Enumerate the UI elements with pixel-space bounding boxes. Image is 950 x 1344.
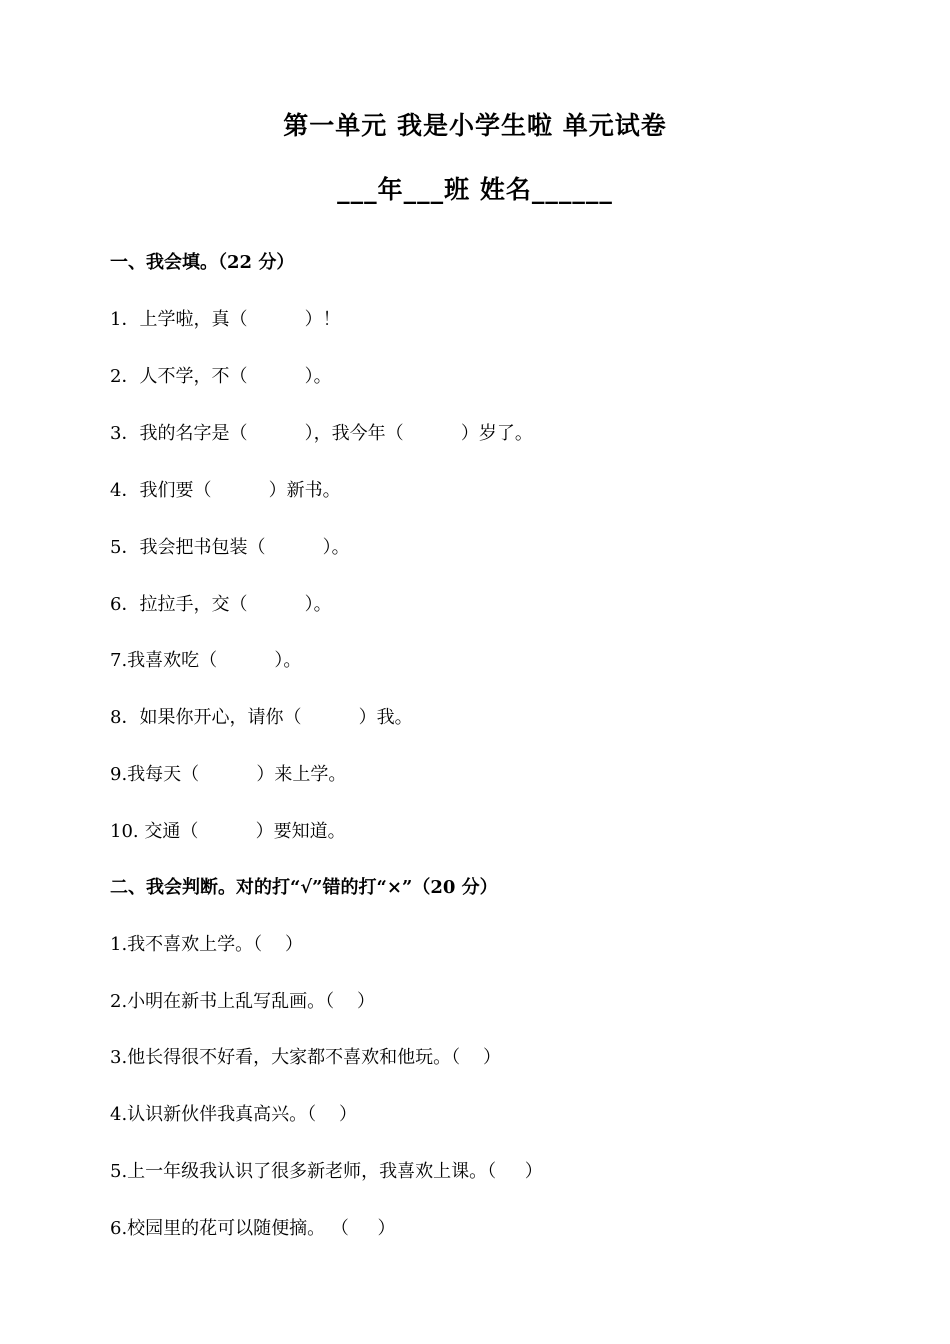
fill-item-7: 7.我喜欢吃（ ）。	[110, 650, 302, 671]
class-name-line: ___年___班 姓名______	[337, 175, 613, 204]
section-1-heading: 一、我会填。（22 分）	[110, 252, 295, 273]
fill-item-9: 9.我每天（ ）来上学。	[110, 764, 347, 785]
judge-item-3: 3.他长得很不好看，大家都不喜欢和他玩。（ ）	[110, 1047, 502, 1068]
page-title: 第一单元 我是小学生啦 单元试卷	[283, 111, 667, 140]
fill-item-1: 1．上学啦，真（ ）！	[110, 309, 341, 330]
fill-item-3: 3．我的名字是（ ），我今年（ ）岁了。	[110, 423, 533, 444]
fill-item-5: 5．我会把书包装（ ）。	[110, 537, 350, 558]
fill-item-10: 10. 交通（ ）要知道。	[110, 821, 346, 842]
fill-item-8: 8．如果你开心，请你（ ）我。	[110, 707, 413, 728]
fill-item-6: 6．拉拉手，交（ ）。	[110, 594, 332, 615]
judge-item-6: 6.校园里的花可以随便摘。 （ ）	[110, 1218, 396, 1239]
fill-item-2: 2．人不学，不（ ）。	[110, 366, 332, 387]
judge-item-2: 2.小明在新书上乱写乱画。（ ）	[110, 991, 376, 1012]
judge-item-5: 5.上一年级我认识了很多新老师，我喜欢上课。（ ）	[110, 1161, 543, 1182]
fill-item-4: 4．我们要（ ）新书。	[110, 480, 341, 501]
judge-item-4: 4.认识新伙伴我真高兴。（ ）	[110, 1104, 358, 1125]
section-2-heading: 二、我会判断。对的打“√”错的打“×”（20 分）	[110, 877, 498, 898]
judge-item-1: 1.我不喜欢上学。（ ）	[110, 934, 304, 955]
